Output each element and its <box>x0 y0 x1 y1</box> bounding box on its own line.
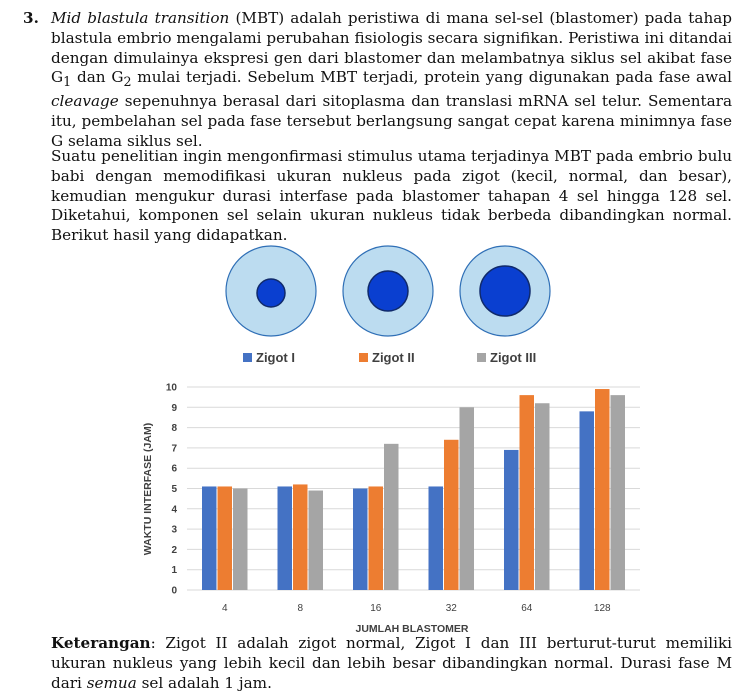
bar-zigot-i-16 <box>353 489 368 591</box>
y-tick-label: 6 <box>171 463 177 475</box>
x-tick-label: 128 <box>593 603 611 614</box>
bar-zigot-ii-64 <box>520 395 535 590</box>
bar-zigot-iii-8 <box>309 491 324 590</box>
cell-zigot-2-illustration <box>343 246 433 336</box>
g2-subscript: 2 <box>123 74 132 90</box>
x-axis-title: JUMLAH BLASTOMER <box>355 623 469 635</box>
y-tick-label: 1 <box>171 565 177 577</box>
bar-zigot-ii-8 <box>293 484 308 590</box>
bar-zigot-i-4 <box>202 486 217 590</box>
note-emphasis: semua <box>86 673 137 692</box>
note-text-1: : Zigot II adalah zigot normal, Zigot I dan III berturut-turut memiliki ukuran nukleus yang lebih kecil dan lebih besar dibandingkan normal. Durasi fase M dari <box>51 634 732 692</box>
bar-zigot-ii-4 <box>218 486 233 590</box>
y-tick-label: 5 <box>171 484 177 495</box>
bar-zigot-iii-4 <box>233 489 248 591</box>
nucleus-small <box>257 279 285 307</box>
legend-label-zigot-2: Zigot II <box>372 350 415 365</box>
legend-swatch-zigot-1 <box>243 353 252 362</box>
x-tick-label: 64 <box>521 603 533 614</box>
x-tick-label: 16 <box>370 603 382 614</box>
x-tick-label: 4 <box>221 603 228 614</box>
g1-subscript: 1 <box>63 74 72 90</box>
bar-zigot-iii-32 <box>460 407 475 590</box>
bar-zigot-iii-16 <box>384 444 399 590</box>
bar-chart <box>166 383 640 615</box>
y-tick-label: 0 <box>171 585 177 597</box>
nucleus-large <box>480 266 530 316</box>
y-tick-label: 8 <box>171 423 177 435</box>
bar-zigot-i-64 <box>504 450 519 590</box>
y-tick-label: 4 <box>171 504 177 516</box>
intro-text-1: (MBT) adalah peristiwa di mana sel-sel (blastomer) pada tahap blastula embrio mengalami perubahan fisiologis secara signifikan. Peristiwa ini ditandai dengan dimulainya ekspresi gen dari blastomer dan melambatnya siklus sel akibat fase G <box>51 9 733 87</box>
term-cleavage: cleavage <box>51 92 119 111</box>
y-axis-title: WAKTU INTERFASE (JAM) <box>142 422 154 556</box>
x-tick-label: 8 <box>297 603 304 614</box>
x-tick-label: 32 <box>445 603 457 614</box>
y-tick-label: 2 <box>171 544 177 556</box>
note-label: Keterangan <box>51 634 151 652</box>
cell-zigot-3-illustration <box>460 246 550 336</box>
question-number: 3. <box>23 9 39 27</box>
legend-swatch-zigot-2 <box>359 353 368 362</box>
y-tick-label: 9 <box>171 402 177 414</box>
legend-label-zigot-1: Zigot I <box>256 350 295 365</box>
bar-zigot-ii-32 <box>444 440 459 590</box>
legend-swatch-zigot-3 <box>477 353 486 362</box>
note-text-2: sel adalah 1 jam. <box>136 673 272 692</box>
chart-legend <box>243 350 536 365</box>
bar-zigot-iii-128 <box>611 395 626 590</box>
y-tick-label: 3 <box>171 524 177 536</box>
note-paragraph <box>51 634 732 693</box>
bar-zigot-iii-64 <box>535 403 550 590</box>
bar-zigot-i-32 <box>429 486 444 590</box>
y-tick-label: 10 <box>165 382 177 394</box>
bar-zigot-ii-16 <box>369 486 384 590</box>
bar-zigot-i-128 <box>580 411 595 590</box>
bar-zigot-ii-128 <box>595 389 610 590</box>
experiment-paragraph: Suatu penelitian ingin mengonfirmasi stimulus utama terjadinya MBT pada embrio bulu babi dengan memodifikasi ukuran nukleus pada zigot (kecil, normal, dan besar), kemudian mengukur durasi interfase pada blastomer tahapan 4 sel hingga 128 sel. Diketahui, komponen sel selain ukuran nukleus tidak berbeda dibandingkan normal. Berikut hasil yang didapatkan. <box>51 147 732 245</box>
intro-text-2: dan G <box>71 68 124 87</box>
intro-text-3: mulai terjadi. Sebelum MBT terjadi, protein yang digunakan pada fase awal <box>131 68 732 87</box>
nucleus-normal <box>368 271 408 311</box>
y-tick-label: 7 <box>171 443 177 455</box>
cell-zigot-1-illustration <box>226 246 316 336</box>
legend-label-zigot-3: Zigot III <box>490 350 537 365</box>
intro-text-4: sepenuhnya berasal dari sitoplasma dan translasi mRNA sel telur. Sementara itu, pembelahan sel pada fase tersebut berlangsung sangat cepat karena minimnya fase G selama siklus sel. <box>51 92 732 150</box>
term-mbt: Mid blastula transition <box>51 9 230 27</box>
bar-zigot-i-8 <box>278 486 293 590</box>
